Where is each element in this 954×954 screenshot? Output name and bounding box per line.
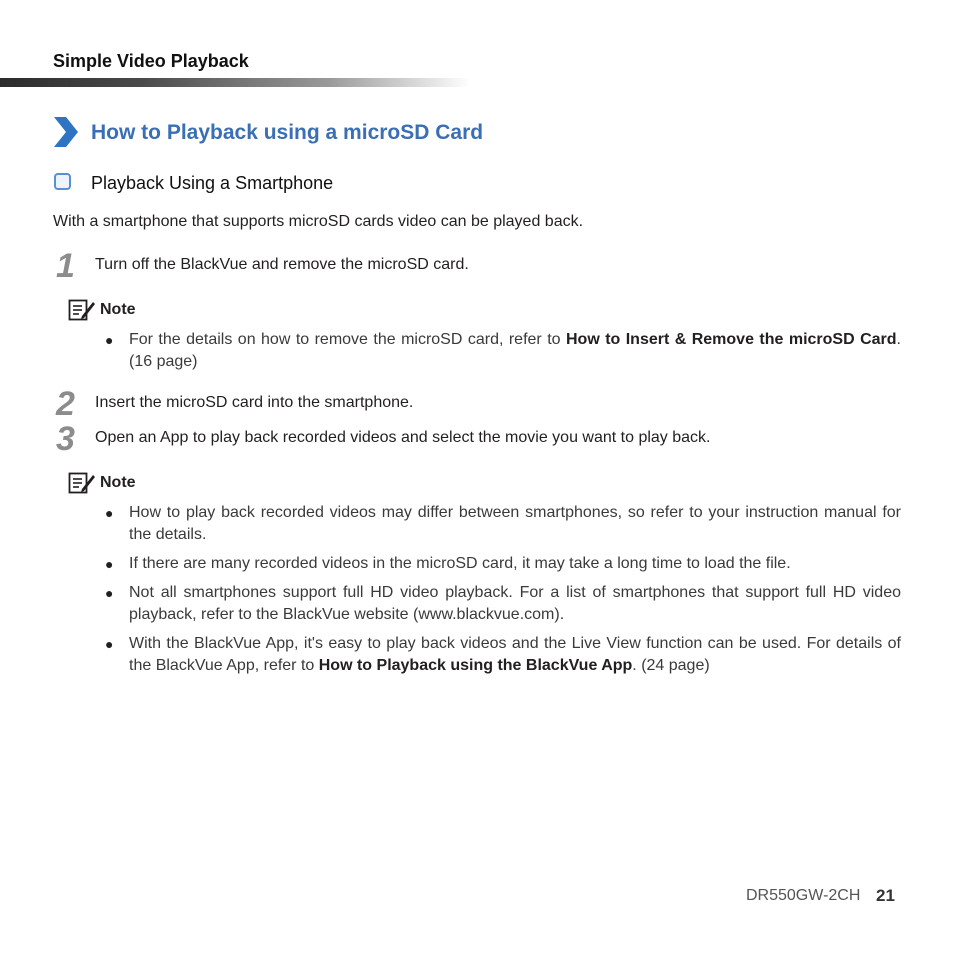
page-number: 21 [876, 886, 895, 905]
list-item: ● If there are many recorded videos in the microSD card, it may take a long time to load the file. [105, 553, 901, 575]
chevron-right-icon [52, 117, 78, 147]
subsection-title: Playback Using a Smartphone [91, 173, 334, 193]
bullet-dot-icon: ● [105, 332, 114, 348]
list-item: ● How to play back recorded videos may differ between smartphones, so refer to your instruction manual for the details. [105, 504, 901, 543]
step-number: 1 [56, 247, 75, 285]
list-item: ● For the details on how to remove the microSD card, refer to How to Insert & Remove the microSD Card. (16 page) [105, 331, 901, 370]
section-title: How to Playback using a microSD Card [91, 121, 484, 144]
bullet-dot-icon: ● [105, 556, 114, 572]
step-text: Open an App to play back recorded videos and select the movie you want to play back. [95, 429, 711, 446]
note-pencil-icon [68, 471, 96, 495]
step-text: Turn off the BlackVue and remove the microSD card. [95, 256, 469, 273]
page-header-title: Simple Video Playback [53, 51, 249, 71]
note-heading [68, 298, 136, 322]
square-outline-icon [54, 173, 71, 190]
list-item: ● With the BlackVue App, it's easy to play back videos and the Live View function can be used. For details of the BlackVue App, refer to How to Playback using the BlackVue App. (24 page) [105, 635, 901, 674]
note-label: Note [100, 474, 136, 491]
bullet-dot-icon: ● [105, 636, 114, 652]
intro-text: With a smartphone that supports microSD cards video can be played back. [53, 213, 584, 230]
step-text: Insert the microSD card into the smartphone. [95, 394, 414, 411]
list-item: ● Not all smartphones support full HD video playback. For a list of smartphones that support full HD video playback, refer to the BlackVue website (www.blackvue.com). [105, 584, 901, 623]
header-rule [0, 78, 470, 87]
bullet-dot-icon: ● [105, 585, 114, 601]
note-pencil-icon [68, 298, 96, 322]
bullet-dot-icon: ● [105, 505, 114, 521]
step-number: 2 [56, 385, 75, 423]
footer-model: DR550GW-2CH [746, 887, 861, 904]
step-number: 3 [56, 420, 75, 458]
note-heading [68, 471, 136, 495]
note-label: Note [100, 301, 136, 318]
